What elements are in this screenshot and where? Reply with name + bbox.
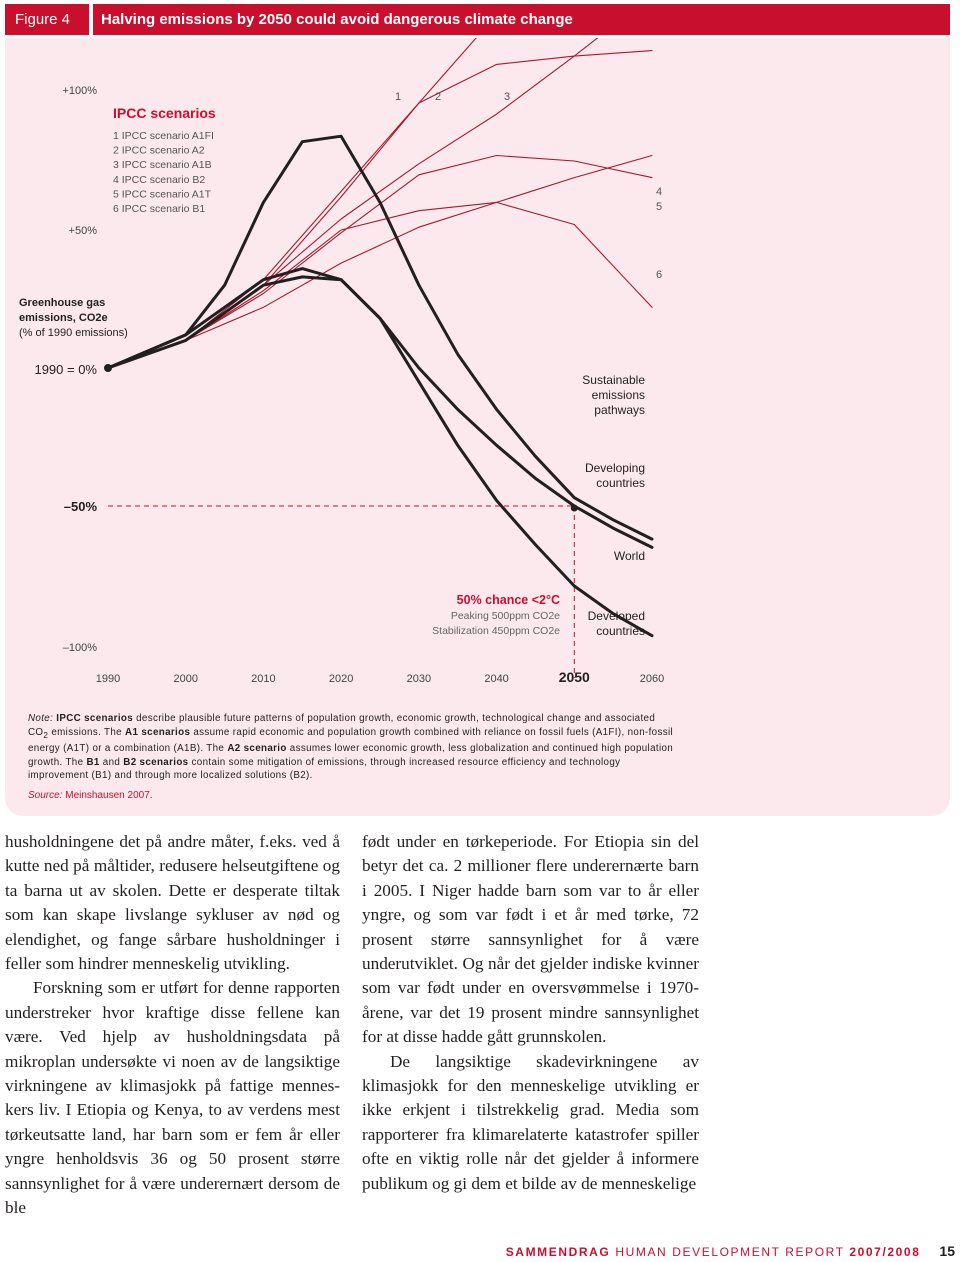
x-tick-label: 2030: [406, 673, 432, 685]
figure-label: Figure 4: [5, 4, 89, 35]
emissions-chart: [5, 38, 950, 698]
y-tick-label: 1990 = 0%: [34, 362, 97, 377]
x-tick-label: 2000: [173, 673, 198, 685]
x-tick-label: 2060: [639, 673, 665, 685]
y-axis-label: Greenhouse gas emissions, CO2e (% of 1990 emissions): [19, 297, 128, 339]
x-tick-label: 2050: [558, 669, 590, 685]
annotation-world: World: [613, 549, 645, 563]
origin-point: [104, 364, 112, 372]
body-paragraph: født under en tørkeperiode. For Etiopia sin del betyr det ca. 2 millioner flere underernærte barn i 2005. I Niger hadde barn som var to år eller yngre, og som var født i et år med tørke, 72 prosent større sannsynlighet for å være underutviklet. Og når det gjelder indiske kvinner som var født under en oversvømmelse i 1970-årene, var det 19 prosent mindre sannsynlighet for at disse hadde gått grunnskolen.: [362, 832, 699, 1047]
figure-title: Halving emissions by 2050 could avoid dangerous climate change: [93, 4, 950, 35]
annotation-chance-line: Peaking 500ppm CO2e: [450, 610, 560, 622]
legend-item: 4 IPCC scenario B2: [113, 173, 206, 186]
y-tick-label: +100%: [62, 85, 97, 97]
y-tick-label: –100%: [62, 642, 97, 654]
annotation-chance-line: Stabilization 450ppm CO2e: [432, 625, 560, 637]
scenario-end-label: 4: [655, 186, 663, 198]
annotation-sustainable: pathways: [594, 403, 645, 417]
body-paragraph: husholdningene det på andre måter, f.eks. ved å kutte ned på måltider, redusere helseutgiftene og ta barna ut av skolen. Dette er desperate tiltak som kan skape livslange sykluser av nød og elendighet, og fange sårbare husholdninger i feller som hindrer menneskelig utvikling.: [5, 832, 340, 974]
scenario-end-label: 6: [655, 269, 663, 281]
scenario-end-label: 2: [434, 91, 442, 103]
body-column-left: [5, 830, 340, 1221]
body-paragraph: De langsiktige skadevirkningene av klimasjokk for den menneskelige utvikling er ikke erkjent i tilstrekkelig grad. Media som rapporterer fra klimarelaterte katastrofer spiller ofte en viktig rolle når det gjelder å informere publikum og gi dem et bilde av de menneskelige: [362, 1051, 699, 1193]
note-text: IPCC scenarios describe plausible future patterns of population growth, economic growth, technological change and associated $CO_2$ emissions. The A1 scenarios assume rapid economic and population growth combined with reliance on fossil fuels (A1FI), non-fossil energy (A1T) or a combination (A1B). The A2 scenario assumes lower economic growth, less globalization and continued high population growth. The B1 and B2 scenarios contain some mitigation of emissions, through increased resource efficiency and technology improvement (B1) and through more localized solutions (B2).: [28, 713, 674, 782]
scenario-end-label: 5: [655, 201, 663, 213]
annotation-developed: countries: [596, 624, 645, 638]
legend-item: 3 IPCC scenario A1B: [113, 159, 212, 172]
ipcc-scenario-line: [108, 202, 652, 368]
annotation-chance-title: 50% chance <2°C: [456, 593, 560, 607]
annotation-sustainable: emissions: [591, 388, 645, 402]
footer-year: 2007/2008: [849, 1245, 921, 1259]
x-tick-label: 1990: [95, 673, 121, 685]
legend-item: 1 IPCC scenario A1FI: [113, 130, 214, 142]
legend-item: 6 IPCC scenario B1: [113, 203, 206, 215]
x-tick-label: 2010: [251, 673, 276, 685]
y-tick-label: –50%: [63, 499, 97, 514]
scenario-end-label: 1: [394, 91, 402, 103]
x-tick-label: 2040: [484, 673, 509, 685]
note-lead: Note:: [28, 713, 54, 724]
page-footer: [506, 1243, 955, 1259]
annotation-developed: Developed: [587, 609, 645, 623]
year2050-point: [571, 505, 578, 512]
body-paragraph: Forskning som er utført for denne rapporten understreker hvor kraftige disse fellene kan være. Ved hjelp av husholdningsdata på mikroplan undersøkte vi noen av de langsiktige virkningene av klimasjokk på fattige mennes-kers liv. I Etiopia og Kenya, to av verdens mest tørkeutsatte land, har barn som er fem år eller yngre henholdsvis 36 og 50 prosent større sannsynlighet for å være underernært dersom de ble: [5, 978, 340, 1218]
legend-item: 5 IPCC scenario A1T: [113, 188, 212, 201]
footer-section: SAMMENDRAG: [505, 1245, 611, 1259]
body-column-right: [362, 830, 699, 1196]
annotation-developing: Developing: [584, 461, 645, 475]
figure-note: [28, 712, 678, 783]
source-label: Source:: [28, 790, 63, 801]
annotation-developing: countries: [596, 476, 645, 490]
y-tick-label: +50%: [68, 225, 97, 237]
page-number: 15: [939, 1243, 955, 1259]
figure-header: [5, 4, 950, 35]
figure-source: [28, 790, 153, 801]
source-text: Meinshausen 2007.: [65, 790, 153, 801]
annotation-sustainable: Sustainable: [582, 373, 645, 387]
x-tick-label: 2020: [328, 673, 354, 685]
scenario-end-label: 3: [503, 91, 511, 103]
legend-item: 2 IPCC scenario A2: [113, 144, 205, 157]
legend-title: IPCC scenarios: [113, 105, 216, 121]
footer-report: HUMAN DEVELOPMENT REPORT: [615, 1245, 845, 1259]
